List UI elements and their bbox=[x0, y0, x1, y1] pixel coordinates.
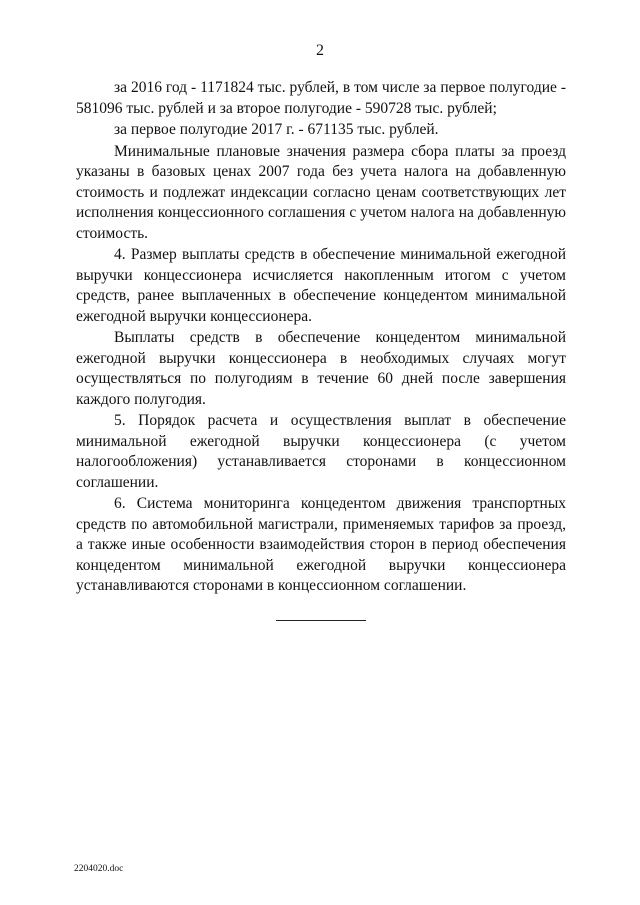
end-separator-line bbox=[276, 620, 366, 621]
paragraph-revenue-2017: за первое полугодие 2017 г. - 671135 тыс. рублей. bbox=[114, 121, 439, 138]
document-body bbox=[76, 78, 566, 597]
paragraph-payments: Выплаты средств в обеспечение концедентом минимальной ежегодной выручки концессионера в необходимых случаях могут осуществляться по полугодиям в течение 60 дней после завершения каждого полугодия. bbox=[76, 329, 566, 408]
paragraph-item-5: 5. Порядок расчета и осуществления выплат в обеспечение минимальной ежегодной выручки концессионера (с учетом налогообложения) устанавливается сторонами в концессионном соглашении. bbox=[76, 412, 566, 491]
paragraph-item-6: 6. Система мониторинга концедентом движения транспортных средств по автомобильной магистрали, применяемых тарифов за проезд, а также иные особенности взаимодействия сторон в период обеспечения концедентом минимальной ежегодной выручки концессионера устанавливаются сторонами в концессионном соглашении. bbox=[76, 495, 566, 594]
footer-file-name: 2204020.doc bbox=[74, 864, 124, 874]
paragraph-minimal-fees: Минимальные плановые значения размера сбора платы за проезд указаны в базовых ценах 2007 года без учета налога на добавленную стоимость и подлежат индексации согласно ценам соответствующих лет исполнения концессионного соглашения с учетом налога на добавленную стоимость. bbox=[76, 142, 566, 242]
paragraph-revenue-2016: за 2016 год - 1171824 тыс. рублей, в том числе за первое полугодие - 581096 тыс. рублей и за второе полугодие - 590728 тыс. рублей; bbox=[76, 79, 566, 117]
paragraph-item-4: 4. Размер выплаты средств в обеспечение минимальной ежегодной выручки концессионера исчисляется накопленным итогом с учетом средств, ранее выплаченных в обеспечение концедентом минимальной ежегодной выручки концессионера. bbox=[76, 246, 566, 325]
page-number: 2 bbox=[316, 42, 324, 59]
